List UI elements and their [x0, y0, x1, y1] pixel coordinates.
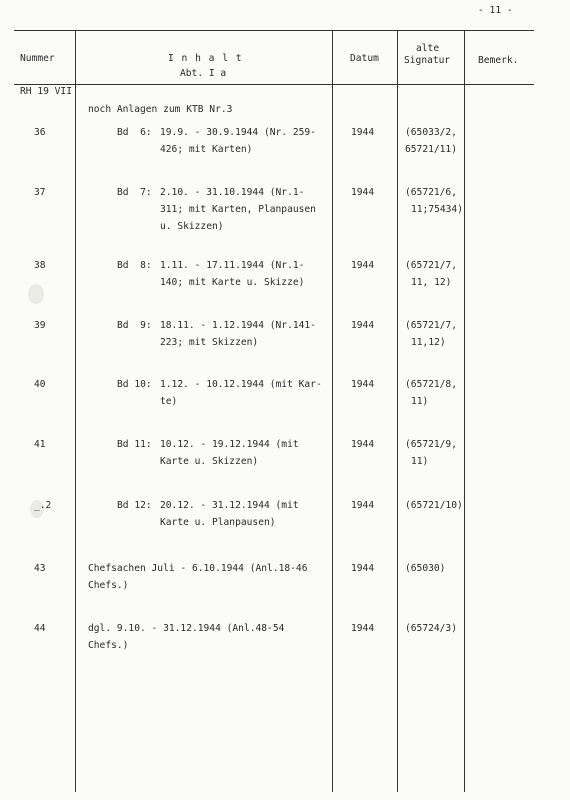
row-signatur-line: (65721/8, — [405, 379, 457, 390]
row-datum: 1944 — [351, 127, 375, 138]
row-datum: 1944 — [351, 623, 375, 634]
column-divider — [75, 30, 76, 792]
row-nummer: 37 — [34, 187, 46, 198]
row-signatur-line: 11;75434) — [411, 204, 463, 215]
header-bemerk: Bemerk. — [478, 55, 519, 66]
header-nummer: Nummer — [20, 53, 55, 64]
row-datum: 1944 — [351, 320, 375, 331]
row-signatur-line: 11,12) — [411, 337, 446, 348]
row-datum: 1944 — [351, 439, 375, 450]
table-top-rule — [14, 30, 534, 31]
row-signatur-line: (65724/3) — [405, 623, 457, 634]
row-signatur-line: (65033/2, — [405, 127, 457, 138]
row-band: Bd 9: — [117, 320, 152, 331]
row-nummer: 38 — [34, 260, 46, 271]
row-inhalt-line: 426; mit Karten) — [160, 144, 253, 155]
row-inhalt-line: 19.9. - 30.9.1944 (Nr. 259- — [160, 127, 316, 138]
row-inhalt-line: Chefs.) — [88, 580, 129, 591]
group-label: RH 19 VII — [20, 86, 72, 97]
row-inhalt-line: 140; mit Karte u. Skizze) — [160, 277, 305, 288]
row-inhalt-line: 20.12. - 31.12.1944 (mit — [160, 500, 299, 511]
group-heading: noch Anlagen zum KTB Nr.3 — [88, 104, 233, 115]
row-nummer: 44 — [34, 623, 46, 634]
header-abteilung: Abt. I a — [180, 68, 227, 79]
row-nummer: 36 — [34, 127, 46, 138]
row-inhalt-line: dgl. 9.10. - 31.12.1944 (Anl.48-54 — [88, 623, 285, 634]
row-signatur-line: (65721/10) — [405, 500, 463, 511]
row-signatur-line: 11, 12) — [411, 277, 452, 288]
row-signatur-line: (65721/7, — [405, 260, 457, 271]
column-divider — [397, 30, 398, 792]
row-inhalt-line: 1.12. - 10.12.1944 (mit Kar- — [160, 379, 322, 390]
row-inhalt-line: Chefs.) — [88, 640, 129, 651]
row-datum: 1944 — [351, 260, 375, 271]
row-band: Bd 11: — [117, 439, 152, 450]
row-inhalt-line: 10.12. - 19.12.1944 (mit — [160, 439, 299, 450]
row-signatur-line: 65721/11) — [405, 144, 457, 155]
row-nummer: 39 — [34, 320, 46, 331]
row-nummer: _.2 — [34, 500, 52, 511]
header-inhalt: I n h a l t — [168, 53, 243, 64]
row-inhalt-line: 1.11. - 17.11.1944 (Nr.1- — [160, 260, 305, 271]
column-divider — [464, 30, 465, 792]
row-signatur-line: (65721/9, — [405, 439, 457, 450]
row-inhalt-line: 2.10. - 31.10.1944 (Nr.1- — [160, 187, 305, 198]
row-inhalt-line: te) — [160, 396, 178, 407]
row-nummer: 40 — [34, 379, 46, 390]
row-datum: 1944 — [351, 563, 375, 574]
header-datum: Datum — [350, 53, 379, 64]
row-band: Bd 6: — [117, 127, 152, 138]
row-band: Bd 8: — [117, 260, 152, 271]
row-band: Bd 12: — [117, 500, 152, 511]
page-number: - 11 - — [478, 5, 513, 16]
row-band: Bd 10: — [117, 379, 152, 390]
row-inhalt-line: u. Skizzen) — [160, 221, 224, 232]
row-inhalt-line: Karte u. Planpausen) — [160, 517, 276, 528]
row-nummer: 43 — [34, 563, 46, 574]
row-datum: 1944 — [351, 379, 375, 390]
row-signatur-line: 11) — [411, 456, 429, 467]
row-inhalt-line: Chefsachen Juli - 6.10.1944 (Anl.18-46 — [88, 563, 308, 574]
row-datum: 1944 — [351, 187, 375, 198]
punch-hole-mark — [28, 284, 44, 304]
row-signatur-line: (65030) — [405, 563, 446, 574]
column-divider — [332, 30, 333, 792]
row-inhalt-line: Karte u. Skizzen) — [160, 456, 259, 467]
row-inhalt-line: 311; mit Karten, Planpausen — [160, 204, 316, 215]
header-signatur-line2: Signatur — [404, 55, 451, 66]
header-signatur-line1: alte — [416, 43, 440, 54]
row-signatur-line: (65721/6, — [405, 187, 457, 198]
row-signatur-line: (65721/7, — [405, 320, 457, 331]
row-nummer: 41 — [34, 439, 46, 450]
header-bottom-rule — [14, 84, 534, 85]
row-inhalt-line: 223; mit Skizzen) — [160, 337, 259, 348]
row-inhalt-line: 18.11. - 1.12.1944 (Nr.141- — [160, 320, 316, 331]
row-signatur-line: 11) — [411, 396, 429, 407]
row-band: Bd 7: — [117, 187, 152, 198]
row-datum: 1944 — [351, 500, 375, 511]
